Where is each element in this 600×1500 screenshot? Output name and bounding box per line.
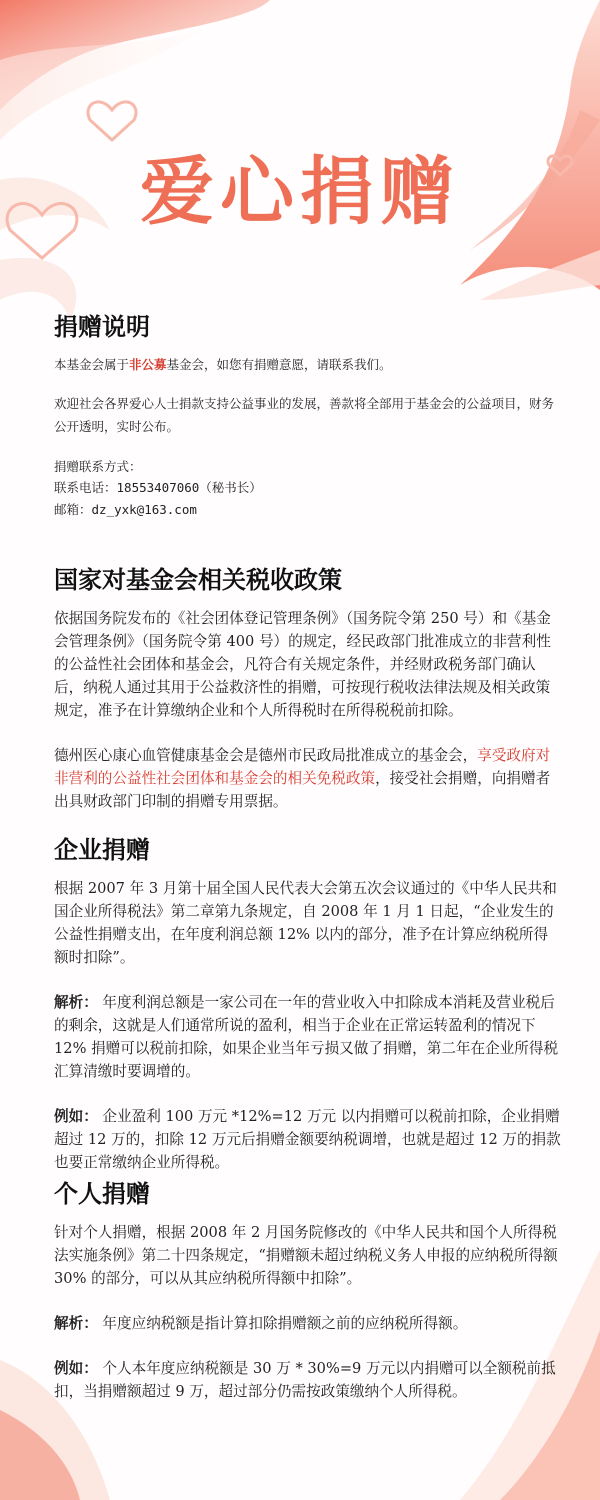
- donation-welcome: 欢迎社会各界爱心人士捐款支持公益事业的发展，善款将全部用于基金会的公益项目，财务公开透明，实时公布。: [54, 396, 555, 434]
- contact-heading: 捐赠联系方式：: [54, 459, 142, 475]
- personal-analysis: [54, 1312, 562, 1335]
- contact-email: [54, 499, 562, 520]
- personal-para1: 针对个人捐赠，根据 2008 年 2 月国务院修改的《中华人民共和国个人所得税法实施条例》第二十四条规定，“捐赠额未超过纳税义务人申报的应纳税所得额 30% 的部分，可以从其应纳税所得额中扣除”。: [54, 1223, 558, 1287]
- phone-value[interactable]: 18553407060（秘书长）: [116, 480, 262, 496]
- email-value[interactable]: dz_yxk@163.com: [91, 501, 197, 517]
- personal-analysis-text: 年度应纳税额是指计算扣除捐赠额之前的应纳税所得额。: [97, 1314, 468, 1332]
- intro-highlight: 非公募: [129, 356, 167, 372]
- tax-policy-para1: 依据国务院发布的《社会团体登记管理条例》（国务院令第 250 号）和《基金会管理条例》（国务院令第 400 号）的规定，经民政部门批准成立的非营利性的公益性社会团体和基金会，凡符合有关规定条件，并经财政税务部门确认后，纳税人通过其用于公益救济性的捐赠，可按现行税收法律法规及相关政策规定，准予在计算缴纳企业和个人所得税时在所得税税前扣除。: [54, 609, 551, 719]
- enterprise-example-text: 企业盈利 100 万元 *12%=12 万元 以内捐赠可以税前扣除，企业捐赠超过 12 万的，扣除 12 万元后捐赠金额要纳税调增，也就是超过 12 万的捐款也要正常缴纳企业所得税。: [54, 1108, 561, 1172]
- tax-para2-prefix: 德州医心康心血管健康基金会是德州市民政局批准成立的基金会，: [54, 747, 478, 765]
- intro-suffix: 基金会，如您有捐赠意愿，请联系我们。: [166, 356, 392, 372]
- donation-info-heading: 捐赠说明: [54, 312, 150, 341]
- enterprise-analysis: [54, 991, 562, 1083]
- personal-analysis-label: 解析：: [54, 1314, 98, 1332]
- personal-heading: 个人捐赠: [54, 1179, 150, 1208]
- intro-prefix: 本基金会属于: [54, 356, 130, 372]
- phone-label: 联系电话：: [54, 480, 117, 496]
- enterprise-analysis-label: 解析：: [54, 993, 98, 1011]
- personal-example-text: 个人本年度应纳税额是 30 万 * 30%=9 万元以内捐赠可以全额税前抵扣，当捐赠额超过 9 万，超过部分仍需按政策缴纳个人所得税。: [54, 1359, 556, 1401]
- tax-para2-suffix: ，接受社会捐赠，向捐赠者出具财政部门印制的捐赠专用票据。: [54, 770, 551, 811]
- personal-section: [54, 1180, 562, 1403]
- personal-example: [54, 1357, 562, 1403]
- donation-info-section: [54, 313, 562, 520]
- enterprise-analysis-text: 年度利润总额是一家公司在一年的营业收入中扣除成本消耗及营业税后的剩余，这就是人们通常所说的盈利，相当于企业在正常运转盈利的情况下 12% 捐赠可以税前扣除，如果企业当年亏损又做了捐赠，第二年在企业所得税汇算清缴时要调增的。: [54, 993, 559, 1081]
- tax-policy-para2: [54, 744, 562, 813]
- enterprise-heading: 企业捐赠: [54, 835, 150, 864]
- tax-policy-heading: 国家对基金会相关税收政策: [54, 565, 342, 594]
- enterprise-example: [54, 1105, 562, 1174]
- donation-intro: [54, 354, 562, 375]
- enterprise-section: [54, 836, 562, 1174]
- email-label: 邮箱：: [54, 501, 92, 517]
- tax-para2-highlight: 享受政府对非营利的公益性社会团体和基金会的相关免税政策: [54, 747, 551, 788]
- tax-policy-section: [54, 566, 562, 813]
- enterprise-example-label: 例如：: [54, 1108, 98, 1126]
- contact-phone: [54, 477, 562, 498]
- personal-example-label: 例如：: [54, 1359, 98, 1377]
- enterprise-para1: 根据 2007 年 3 月第十届全国人民代表大会第五次会议通过的《中华人民共和国企业所得税法》第二章第九条规定，自 2008 年 1 月 1 日起，“企业发生的公益性捐赠支出，在年度利润总额 12% 以内的部分，准予在计算应纳税所得额时扣除”。: [54, 879, 557, 966]
- page-title: 爱心捐赠: [140, 149, 460, 235]
